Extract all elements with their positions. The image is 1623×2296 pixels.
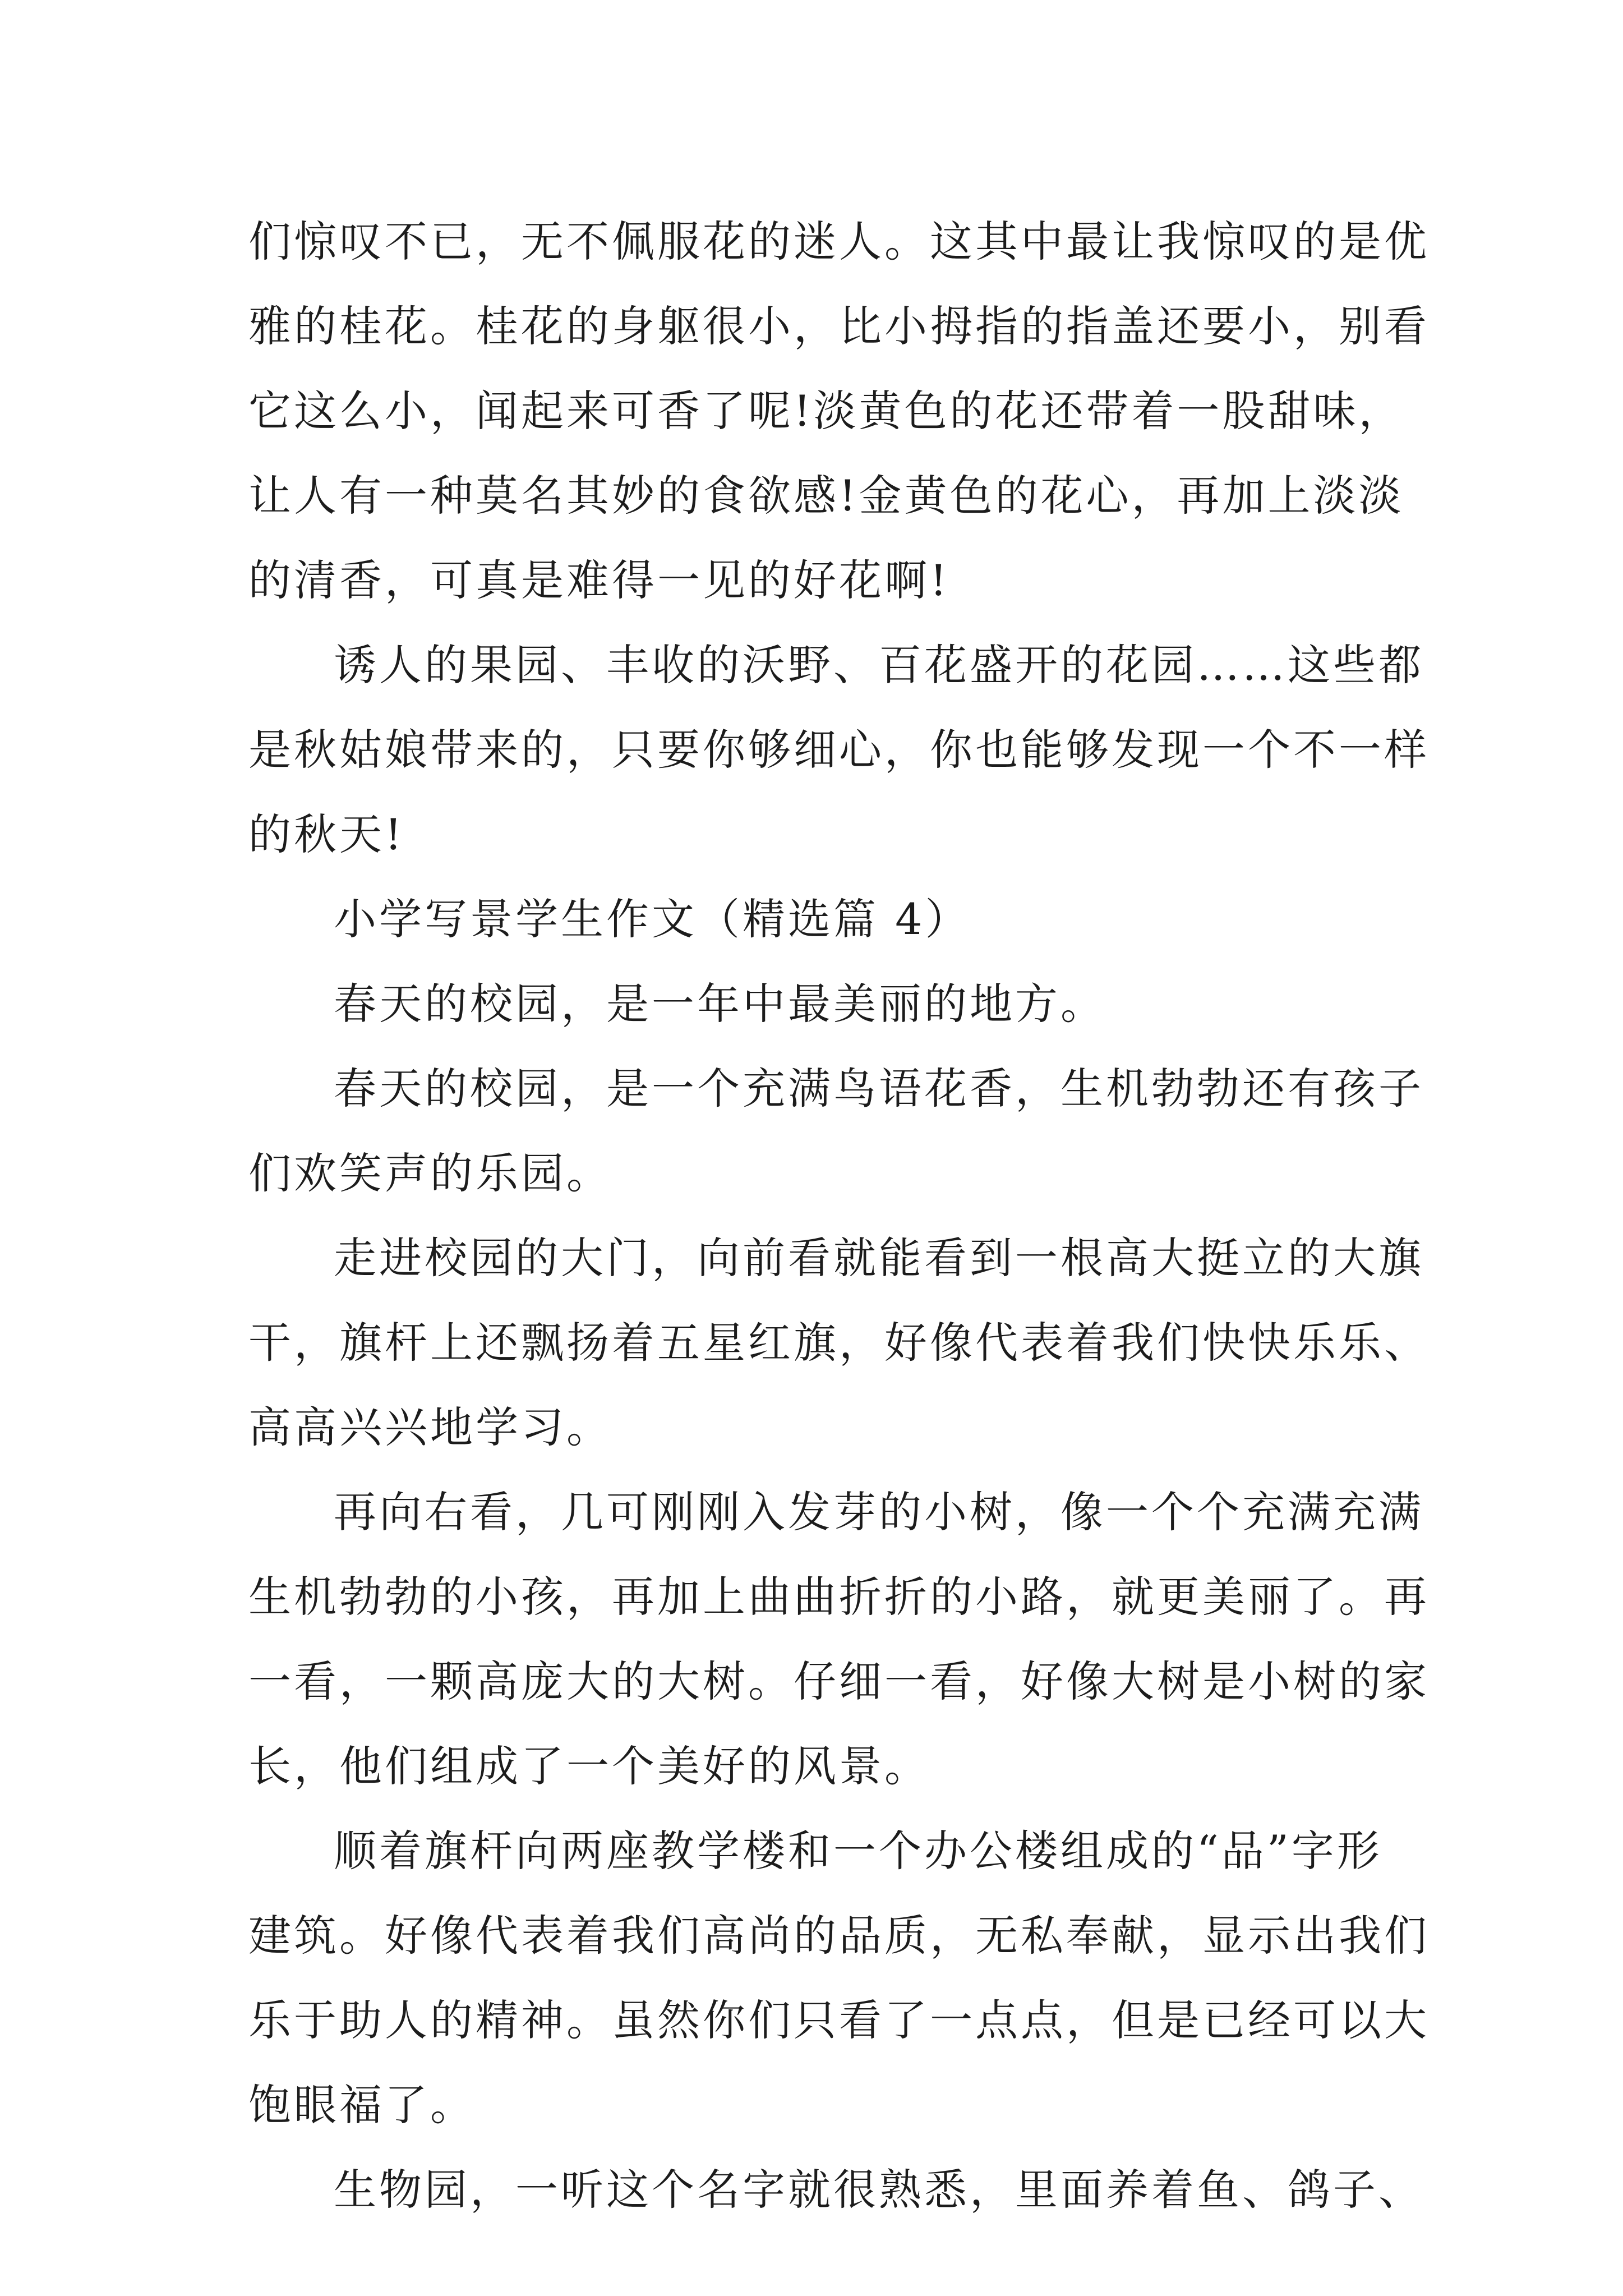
- paragraph: [248, 1809, 1430, 2147]
- text-line: 建筑。好像代表着我们高尚的品质，无私奉献，显示出我们: [248, 1911, 1430, 1961]
- text-line: 诱人的果园、丰收的沃野、百花盛开的花园……这些都: [334, 640, 1424, 690]
- text-line: 的清香，可真是难得一见的好花啊!: [248, 555, 950, 605]
- text-line: 它这么小，闻起来可香了呢!淡黄色的花还带着一股甜味，: [248, 386, 1404, 436]
- text-line: 春天的校园，是一个充满鸟语花香，生机勃勃还有孩子: [334, 1064, 1424, 1114]
- paragraph: [248, 1216, 1430, 1470]
- paragraph: [248, 623, 1430, 877]
- paragraph: [248, 2147, 1424, 2232]
- paragraph: [248, 199, 1430, 623]
- text-line: 生物园，一听这个名字就很熟悉，里面养着鱼、鸽子、: [334, 2165, 1424, 2215]
- paragraph: [248, 1470, 1430, 1809]
- text-line: 让人有一种莫名其妙的食欲感!金黄色的花心，再加上淡淡: [248, 471, 1404, 521]
- paragraph: [248, 1046, 1424, 1216]
- text-line: 饱眼福了。: [248, 2080, 476, 2130]
- text-line: 生机勃勃的小孩，再加上曲曲折折的小路，就更美丽了。再: [248, 1572, 1430, 1622]
- text-line: 们欢笑声的乐园。: [248, 1148, 612, 1198]
- text-line: 们惊叹不已，无不佩服花的迷人。这其中最让我惊叹的是优: [248, 217, 1430, 266]
- text-line: 一看，一颗高庞大的大树。仔细一看，好像大树是小树的家: [248, 1657, 1430, 1706]
- body-text: [248, 199, 1430, 2232]
- paragraph: [248, 961, 1421, 1046]
- heading-line: 小学写景学生作文（精选篇 4）: [334, 894, 971, 944]
- text-line: 高高兴兴地学习。: [248, 1402, 612, 1452]
- text-line: 再向右看，几可刚刚入发芽的小树，像一个个充满充满: [334, 1487, 1424, 1537]
- text-line: 顺着旗杆向两座教学楼和一个办公楼组成的“品”字形: [334, 1826, 1382, 1876]
- text-line: 乐于助人的精神。虽然你们只看了一点点，但是已经可以大: [248, 1995, 1430, 2045]
- text-line: 是秋姑娘带来的，只要你够细心，你也能够发现一个不一样: [248, 725, 1430, 775]
- text-line: 走进校园的大门，向前看就能看到一根高大挺立的大旗: [334, 1233, 1424, 1283]
- text-line: 长，他们组成了一个美好的风景。: [248, 1741, 930, 1791]
- text-line: 干，旗杆上还飘扬着五星红旗，好像代表着我们快快乐乐、: [248, 1318, 1430, 1368]
- section-heading: [248, 877, 1421, 961]
- text-line: 的秋天!: [248, 809, 405, 859]
- text-line: 春天的校园，是一年中最美丽的地方。: [334, 979, 1106, 1029]
- text-line: 雅的桂花。桂花的身躯很小，比小拇指的指盖还要小，别看: [248, 301, 1430, 351]
